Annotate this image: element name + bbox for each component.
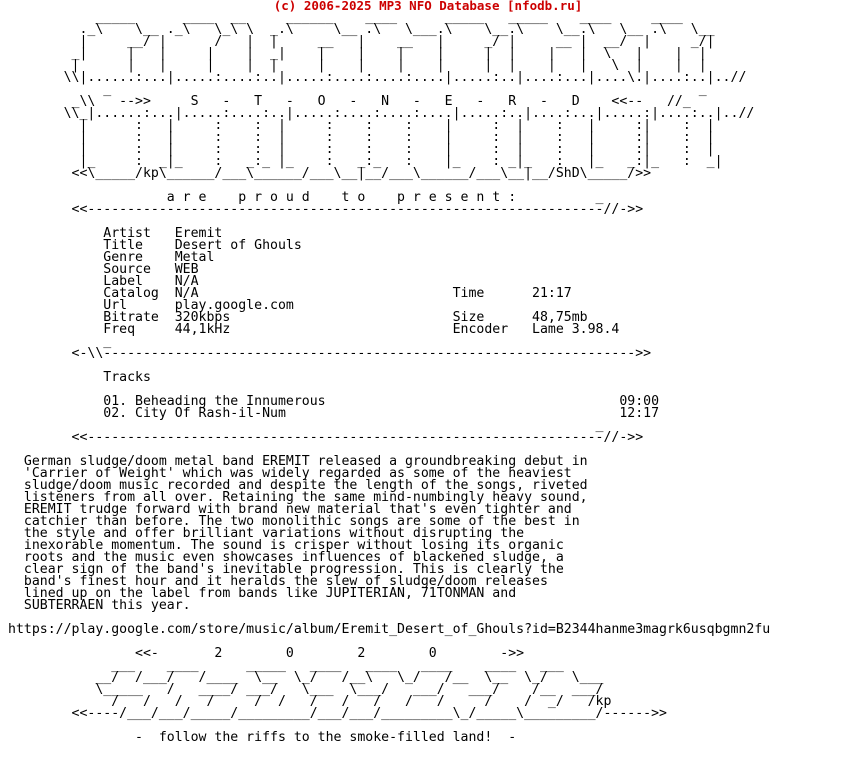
nfo-line: https://play.google.com/store/music/album/Eremit_Desert_of_Ghouls?id=B2344hanme3magrk6usqbgmn2fu xyxy=(8,622,771,637)
nfo-line: lined up on the label from bands like JUPITERIAN, 71TONMAN and xyxy=(8,586,517,601)
nfo-line: Label N/A xyxy=(8,274,199,289)
nfo-line: 01. Beheading the Innumerous 09:00 xyxy=(8,394,660,409)
nfo-line: Artist Eremit xyxy=(8,226,223,241)
nfo-line: _\\ -->> S - T - O - N - E - R - D <<-- //_ xyxy=(8,94,691,109)
nfo-line: 02. City Of Rash-il-Num 12:17 xyxy=(8,406,660,421)
nfo-line: <<\_____/kp\______/___\______/___\__|__/___\______/___\__|__/ShD\_____/>> xyxy=(8,166,652,181)
nfo-line: EREMIT trudge forward with brand new material that's even tighter and xyxy=(8,502,572,517)
nfo-line: ._\ \__ ._\ \_\ \ _.\ \__ .\ \___.\ \__.\ \__.\ \__ .\ \__ xyxy=(8,22,715,37)
nfo-line: Title Desert of Ghouls xyxy=(8,238,302,253)
nfo-line: | | | | | | | | | | | | | | \ | | | xyxy=(8,58,707,73)
nfo-line: \\|......:...|.....:....:..|.....:....:....:....|.....:..|....:...|....\.|....:..|..// xyxy=(8,70,747,85)
nfo-line: clear sign of the band's inevitable progression. This is clearly the xyxy=(8,562,564,577)
nfo-line: Genre Metal xyxy=(8,250,215,265)
nfo-line: <<- 2 0 2 0 ->> xyxy=(8,646,525,661)
nfo-line: _ _ xyxy=(8,82,707,97)
nfo-line: _____ ____ __ ______ ____ _____ _____ ____ ____ xyxy=(8,10,683,25)
nfo-line: / / / / / / / / / / / / / _/ /kp xyxy=(8,694,612,709)
nfo-line: Source WEB xyxy=(8,262,199,277)
nfo-line: ___ ____ _____ ____ ____ ____ ____ ___ xyxy=(8,658,564,673)
nfo-line: _| | | | | _| | | | | | | | | \ | | | xyxy=(8,46,707,61)
nfo-line: 'Carrier of Weight' which was widely regarded as some of the heaviest xyxy=(8,466,572,481)
nfo-line: | : | : : | : : : | : | : | :| : | xyxy=(8,142,715,157)
nfo-line: the style and offer brilliant variations without disrupting the xyxy=(8,526,525,541)
nfo-line: a r e p r o u d t o p r e s e n t : _ xyxy=(8,190,604,205)
nfo-line: \_____ / ____/ ___/ \___ \___/ ___/ ___/ /__ ___/ xyxy=(8,682,604,697)
nfo-line: <-\\------------------------------------------------------------------->> xyxy=(8,346,652,361)
nfo-line: |_ : _|_ : _:_ |_ : _:_ : |_ : _|_ : |_ _:|_ : _| xyxy=(8,154,723,169)
nfo-line: <<----/___/___/_____/_________/___/___/_________\_/_____\_________/------>> xyxy=(8,706,667,721)
nfo-line: inexorable momentum. The sound is crisper without losing its organic xyxy=(8,538,564,553)
site-title-link[interactable]: (c) 2006-2025 MP3 NFO Database [nfodb.ru] xyxy=(273,0,583,13)
nfo-line: band's finest hour and it heralds the slew of sludge/doom releases xyxy=(8,574,548,589)
nfo-line: Bitrate 320kbps Size 48,75mb xyxy=(8,310,588,325)
nfo-line: catchier than before. The two monolithic songs are some of the best in xyxy=(8,514,580,529)
nfo-line: SUBTERRAEN this year. xyxy=(8,598,191,613)
nfo-line: Catalog N/A Time 21:17 xyxy=(8,286,572,301)
nfo-line: _ xyxy=(8,418,604,433)
nfo-line: German sludge/doom metal band EREMIT released a groundbreaking debut in xyxy=(8,454,588,469)
nfo-line: Freq 44,1kHz Encoder Lame 3.98.4 xyxy=(8,322,620,337)
nfo-line: | : | : : | : : : | : | : | :| : | xyxy=(8,118,715,133)
nfo-line: \\_|......:...|.....:....:..|.....:....:....:....|.....:..|....:...|.....:|....:..|..// xyxy=(8,106,755,121)
nfo-line: <<-----------------------------------------------------------------//->> xyxy=(8,430,644,445)
nfo-line: Tracks xyxy=(8,370,151,385)
nfo-line: _ xyxy=(8,334,112,349)
nfo-line: | : | : : | : : : | : | : | :| : | xyxy=(8,130,715,145)
nfo-line: sludge/doom music recorded and despite the length of the songs, riveted xyxy=(8,478,588,493)
nfo-line: - follow the riffs to the smoke-filled land! - xyxy=(8,730,517,745)
nfo-text xyxy=(8,12,770,744)
nfo-line: Url play.google.com xyxy=(8,298,294,313)
nfo-line: | __/ | / | | __ | __ | _/ | __ | __/ | _/| xyxy=(8,34,715,49)
nfo-line: __/ /___/ /____ \__ \_/ /__\ \_/ /__ \__ \_/ \___ xyxy=(8,670,604,685)
nfo-line: <<-----------------------------------------------------------------//->> xyxy=(8,202,644,217)
nfo-line: listeners from all over. Retaining the same mind-numbingly heavy sound, xyxy=(8,490,588,505)
nfo-line: roots and the music even showcases influences of blackened sludge, a xyxy=(8,550,564,565)
